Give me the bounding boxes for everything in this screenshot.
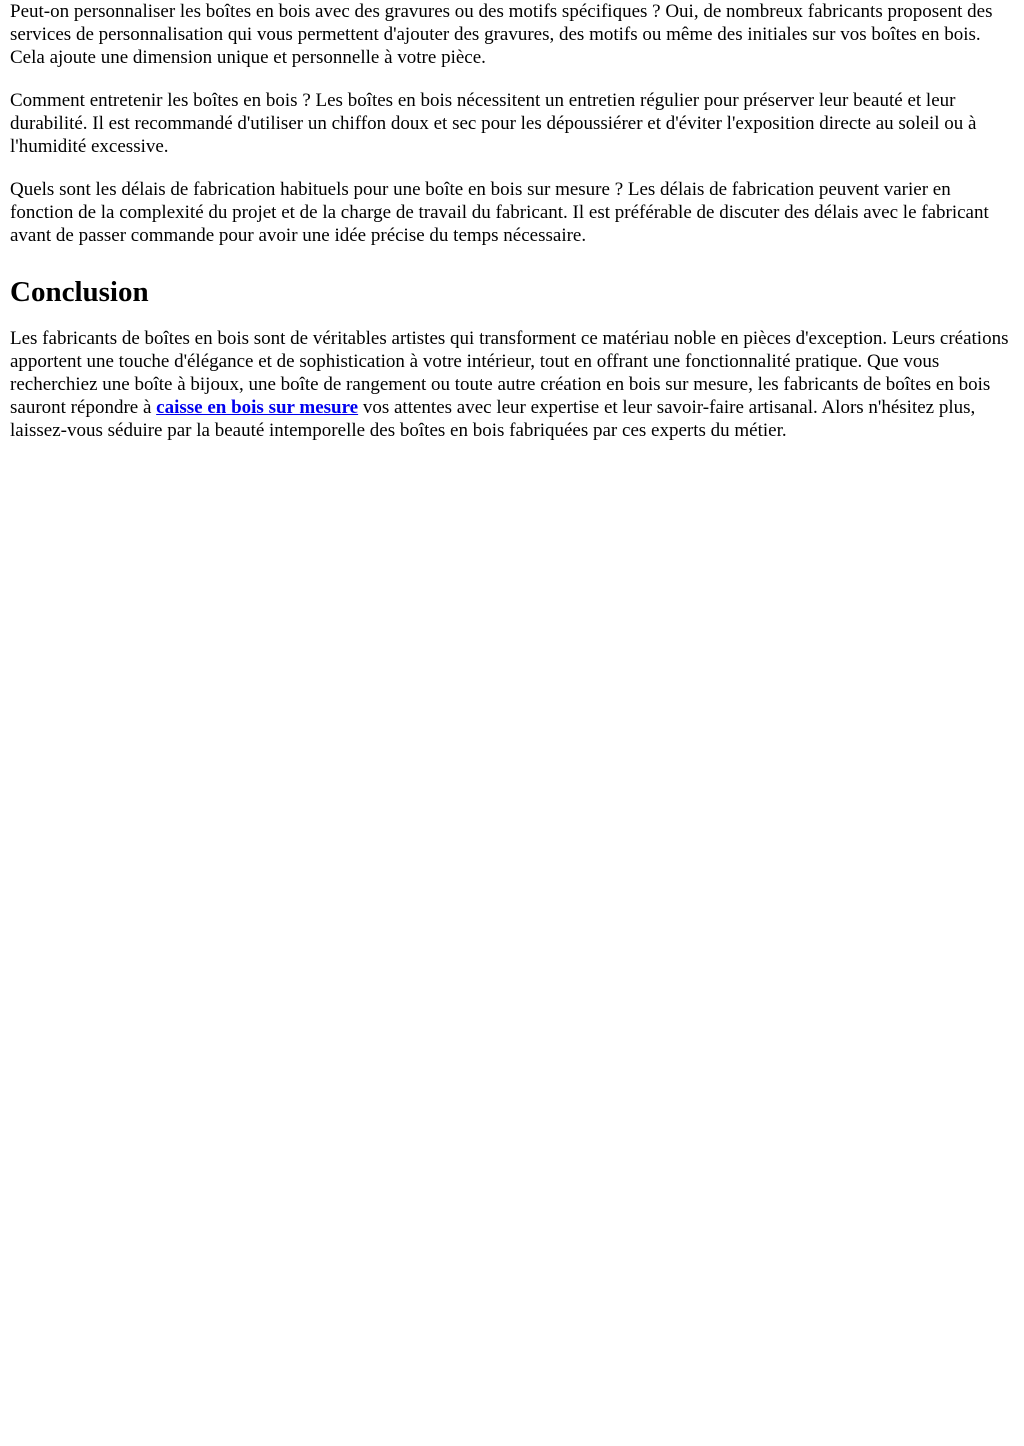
caisse-bois-link[interactable]: caisse en bois sur mesure [156, 397, 359, 418]
faq-paragraph-personnalisation: Peut-on personnaliser les boîtes en bois avec des gravures ou des motifs spécifiques ? Oui, de nombreux fabricants proposent des services de personnalisation qui vous permettent d'ajouter des gravures, des motifs ou même des initiales sur vos boîtes en bois. Cela ajoute une dimension unique et personnelle à votre pièce. [10, 1, 993, 68]
conclusion-paragraph [10, 327, 1014, 442]
faq-paragraph-delais: Quels sont les délais de fabrication habituels pour une boîte en bois sur mesure ? Les délais de fabrication peuvent varier en fonction de la complexité du projet et de la charge de travail du fabricant. Il est préférable de discuter des délais avec le fabricant avant de passer commande pour avoir une idée précise du temps nécessaire. [10, 179, 989, 246]
conclusion-text-start: Les fabricants de boîtes en bois sont de véritables artistes qui transforment ce matériau noble en pièces d'exception. Leurs créations apportent une touche d'élégance et de sophistication à votre intérieur, tout en offrant une fonctionnalité pratique. Que vous recherchiez une boîte à bijoux, une boîte de rangement ou toute autre création en bois sur mesure, les fabricants de boîtes en bois sauront répondre à [10, 328, 1009, 418]
conclusion-text-end: vos attentes avec leur expertise et leur savoir-faire artisanal. Alors n'hésitez plus, laissez-vous séduire par la beauté intemporelle des boîtes en bois fabriquées par ces experts du métier. [10, 397, 976, 441]
article-body [0, 0, 1024, 442]
faq-paragraph-entretien: Comment entretenir les boîtes en bois ? Les boîtes en bois nécessitent un entretien régulier pour préserver leur beauté et leur durabilité. Il est recommandé d'utiliser un chiffon doux et sec pour les dépoussiérer et d'éviter l'exposition directe au soleil ou à l'humidité excessive. [10, 90, 977, 157]
conclusion-heading: Conclusion [10, 276, 149, 308]
